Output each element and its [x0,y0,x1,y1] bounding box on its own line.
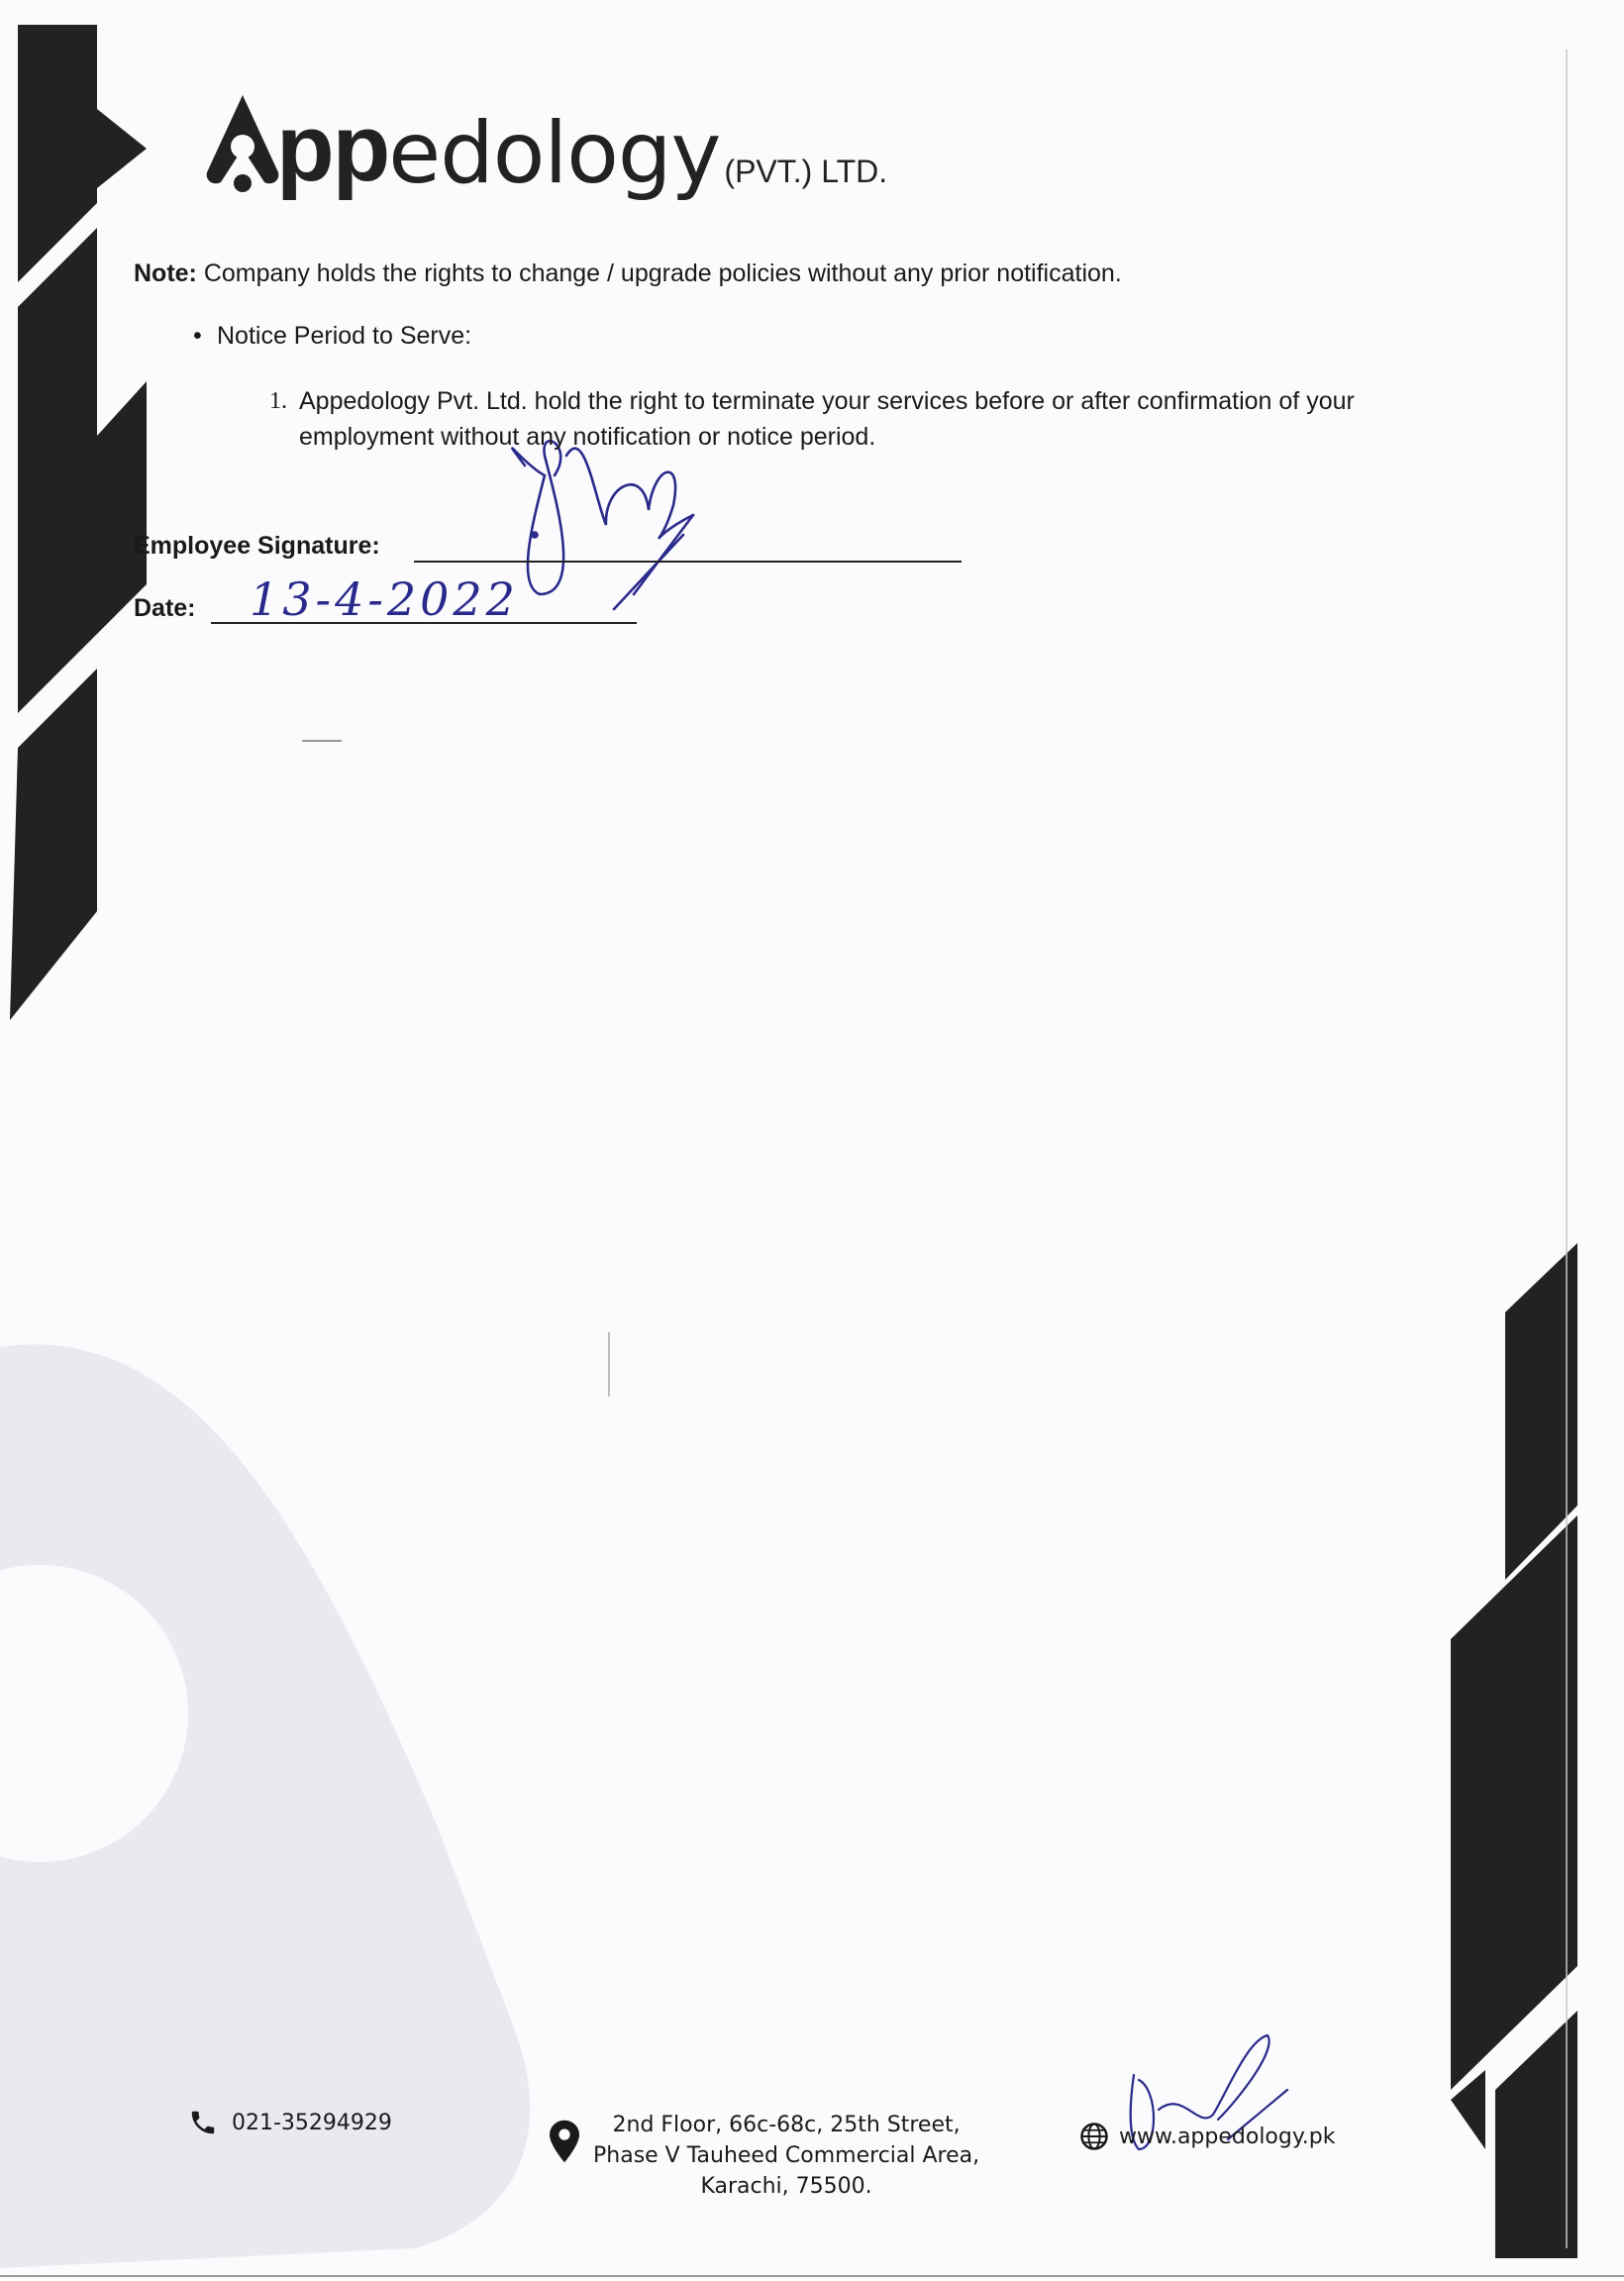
numbered-list-item [269,383,1438,455]
footer-website [1079,2122,1335,2151]
company-logo [203,77,888,203]
left-decor-bars [10,25,147,1020]
location-pin-icon [550,2120,579,2163]
website-link[interactable]: www.appedology.pk [1119,2124,1336,2149]
list-item-text: Appedology Pvt. Ltd. hold the right to terminate your services before or after confirmation of your employment without any notification or notice period. [299,387,1355,451]
logo-bold-text: pp [276,95,389,201]
bullet-symbol: • [193,322,202,350]
bullet-text: Notice Period to Serve: [217,322,472,350]
right-decor-bars [1451,1243,1577,2258]
logo-a-mark-icon [203,87,282,196]
phone-number: 021-35294929 [232,2110,392,2135]
globe-icon [1079,2122,1109,2151]
date-label: Date: [134,594,196,622]
signature-line [414,561,962,563]
logo-suffix: (PVT.) LTD. [724,154,888,189]
address-line: Karachi, 75500. [700,2174,872,2199]
logo-text: edology [388,104,721,203]
handwritten-signature [512,441,693,609]
address-line: Phase V Tauheed Commercial Area, [593,2143,980,2168]
list-number: 1. [269,388,287,414]
bullet-item [193,322,471,351]
note-text: Company holds the rights to change / upgrade policies without any prior notification. [203,259,1122,287]
address-line: 2nd Floor, 66c-68c, 25th Street, [612,2113,961,2137]
handwritten-date: 13-4-2022 [250,572,519,626]
phone-icon [188,2108,218,2137]
note-label: Note: [134,259,197,287]
footer-address [550,2110,979,2202]
signature-label: Employee Signature: [134,532,380,560]
note-paragraph [134,259,1122,288]
footer-phone [188,2108,392,2137]
